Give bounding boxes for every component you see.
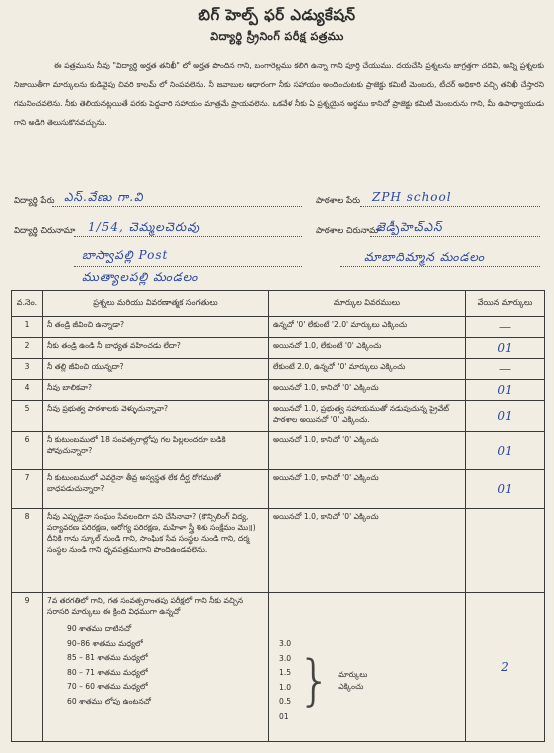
row-marks-rule: అయినచో 1.0, కానిచో '0' ఎక్కించు	[269, 432, 466, 470]
row-number: 5	[12, 401, 43, 432]
row-question-text: 7వ తరగతిలో గాని, గత సంవత్సరాంతపు పరీక్షలో గాని నీకు వచ్చిన సరాసరి మార్కులు ఈ క్రింది విధముగా ఉన్నచో	[47, 596, 244, 616]
student-address-label: విద్యార్థి చిరునామా	[14, 226, 76, 236]
row-score[interactable]: 01	[466, 338, 545, 359]
school-name-line	[360, 206, 540, 207]
band-score-list	[279, 637, 291, 724]
band-score: 3.0	[279, 653, 292, 663]
row-number: 4	[12, 380, 43, 401]
col-header-marks-rule: మార్కుల వివరములు	[269, 291, 466, 317]
row-score[interactable]: 01	[466, 432, 545, 470]
row-score[interactable]	[466, 509, 545, 593]
row-question: నీవు ప్రభుత్వ పాఠశాలకు వెళ్ళుచున్నావా?	[43, 401, 269, 432]
table-row	[12, 338, 545, 359]
table-row	[12, 380, 545, 401]
row-score[interactable]: 01	[466, 401, 545, 432]
student-address-value[interactable]: 1/54, చెమ్మలచెరువు	[88, 220, 201, 234]
grade-band-list	[47, 622, 264, 709]
grade-band: 90–86 శాతము మధ్యలో	[67, 638, 143, 648]
screening-questions-table	[11, 290, 545, 742]
row-number: 2	[12, 338, 43, 359]
row-question	[43, 593, 269, 742]
band-score: 1.0	[279, 682, 292, 692]
row-score[interactable]: —	[466, 359, 545, 380]
student-name-label: విద్యార్థి పేరు	[14, 196, 55, 206]
row-score[interactable]: 01	[466, 380, 545, 401]
row-marks-rule: అయినచో 1.0, లేకుంటే '0' ఎక్కించు	[269, 338, 466, 359]
table-row	[12, 359, 545, 380]
grade-band: 85 – 81 శాతము మధ్యలో	[67, 653, 148, 662]
row-score[interactable]: 01	[466, 470, 545, 509]
form-title: బిగ్ హెల్ప్ ఫర్ ఎడ్యుకేషన్	[198, 6, 356, 24]
row-question: నీవు బాలికవా?	[43, 380, 269, 401]
grade-band: 90 శాతము దాటినచో	[67, 624, 132, 633]
col-header-score: వేయిన మార్కులు	[466, 291, 545, 317]
band-score: 3.0	[279, 639, 292, 648]
school-name-value[interactable]: ZPH school	[372, 190, 452, 204]
row-question: నీ తల్లి జీవించి యున్నదా?	[43, 359, 269, 380]
grade-band: 60 శాతము లోపు ఉంటనచో	[67, 696, 151, 706]
address-line2-right[interactable]: మాబాదిమ్మాన మండలం	[364, 250, 485, 264]
row-number: 8	[12, 509, 43, 593]
row-score[interactable]: 2	[466, 593, 545, 742]
band-score: 1.5	[279, 668, 292, 677]
row-number: 1	[12, 317, 43, 338]
school-address-label: పాఠశాల చిరునామా	[316, 226, 381, 236]
table-header-row	[12, 291, 545, 317]
row-score[interactable]: —	[466, 317, 545, 338]
table-row	[12, 470, 545, 509]
row-question: నీ కుటుంబములో ఎవరైనా తీవ్ర అస్వస్థత లేక దీర్ఘ రోగముతో బాధపడుచున్నారా?	[43, 470, 269, 509]
address-line3-left[interactable]: ముత్యాలపల్లి మండలం	[82, 270, 199, 284]
instructions-paragraph: ఈ పత్రమును నీవు "విద్యార్థి అర్హత తనిఖీ" లో అర్హత పొందిన గాని, బంగారెల్లము కలిగి ఉన్నా గాని పూర్తి చేయుము. దయచేసి ప్రశ్నలను జాగ్రత్తగా చదివి, అన్ని ప్రశ్నలకు నిజాయితీగా మార్కులను కుడివైపు చివరి కాలమ్ లో నింపవలెను. నీ జవాబుల ఆధారంగా నీకు సహాయం అందించుటకు ప్రాజెక్టు కమిటీ మెంబరు, టీచర్ అధికారి వచ్చి తనిఖీ చేస్తారని గమనించవలెను. నీకు తెలియనట్లయితే పరకు పెద్దవారి సహాయం మాత్రమే ప్రాయవలెను. ఒకవేళ నీకు ఏ ప్రశ్నయైన అర్థము కానిచో ప్రాజెక్టు కమిటీ మెంబరును గాని, మీ ఉపాధ్యాయుడు గాని అడిగి తెలుసుకొనవచ్చును.	[14, 61, 544, 127]
table-row	[12, 317, 545, 338]
student-name-value[interactable]: ఎస్.వేణు గా.వి	[64, 190, 144, 204]
marks-enter-label: మార్కులు ఎక్కించు	[338, 669, 368, 691]
row-question: నీకు తండ్రి ఉండి నీ బాధ్యత వహించడు లేదా?	[43, 338, 269, 359]
row-question: నీ కుటుంబములో 18 సంవత్సరాల్లోపు గల పిల్లలందరూ బడికి పోవుచున్నారా?	[43, 432, 269, 470]
row-question: నీవు ఎప్పుడైనా సంఘం సేవలందిగా పని చేసినావా? (కౌన్సిలింగ్ విద్య, పర్యావరణ పరిరక్షణ, ఆరోగ్య పరిరక్షణ, మహిళా స్త్రీ శిశు సంక్షేమం మొ॥) దీనికి గాను స్కూల్ నుండి గాని, సాంఘిక సేవ సంస్థల నుండి గాని, దర్మ సంస్థల నుండి గాని ధృవపత్రముగాని పొందిఉండవలెను.	[43, 509, 269, 593]
col-header-serial: వ.నెం.	[12, 291, 43, 317]
curly-brace-icon: }	[297, 648, 332, 712]
row-number: 6	[12, 432, 43, 470]
col-header-question: ప్రశ్నలు మరియు వివరణాత్మక సంగతులు	[43, 291, 269, 317]
school-address-value[interactable]: జెడ్పీహెచ్ఎస్	[376, 220, 443, 234]
row-marks-rule: ఉన్నచో '0' లేకుంటే '2.0' మార్కులు ఎక్కించు	[269, 317, 466, 338]
row-marks-rule	[269, 593, 466, 742]
address-line-2	[74, 266, 302, 267]
row-marks-rule: అయినచో 1.0, కానిచో '0' ఎక్కించు	[269, 470, 466, 509]
row-question: నీ తండ్రి జీవించి ఉన్నాడా?	[43, 317, 269, 338]
band-score: 0.5	[279, 697, 292, 706]
row-marks-rule: లేకుంటే 2.0, ఉన్నచో '0' మార్కులు ఎక్కించు	[269, 359, 466, 380]
row-marks-rule: అయినచో 1.0, కానిచో '0' ఎక్కించు	[269, 509, 466, 593]
table-row	[12, 432, 545, 470]
band-score: 01	[279, 711, 289, 721]
table-row	[12, 509, 545, 593]
grade-band: 80 – 71 శాతము మధ్యలో	[67, 667, 148, 677]
row-marks-rule: అయినచో 1.0, ప్రభుత్వ సహాయముతో నడుపుచున్న ప్రైవేట్ పాఠశాల అయినచో '0' ఎక్కించు.	[269, 401, 466, 432]
row-marks-rule: అయినచో 1.0, కానిచో '0' ఎక్కించు	[269, 380, 466, 401]
row-number: 7	[12, 470, 43, 509]
row-number: 9	[12, 593, 43, 742]
table-row	[12, 401, 545, 432]
form-subtitle: విద్యార్థి స్ర్రీనింగ్ పరీక్ష పత్రము	[210, 30, 344, 43]
address-line2-left[interactable]: బాస్వాపల్లి Post	[82, 248, 169, 262]
grade-band: 70 – 60 శాతము మధ్యలో	[67, 682, 148, 691]
school-name-label: పాఠశాల పేరు	[316, 196, 361, 206]
row-number: 3	[12, 359, 43, 380]
table-row	[12, 593, 545, 742]
